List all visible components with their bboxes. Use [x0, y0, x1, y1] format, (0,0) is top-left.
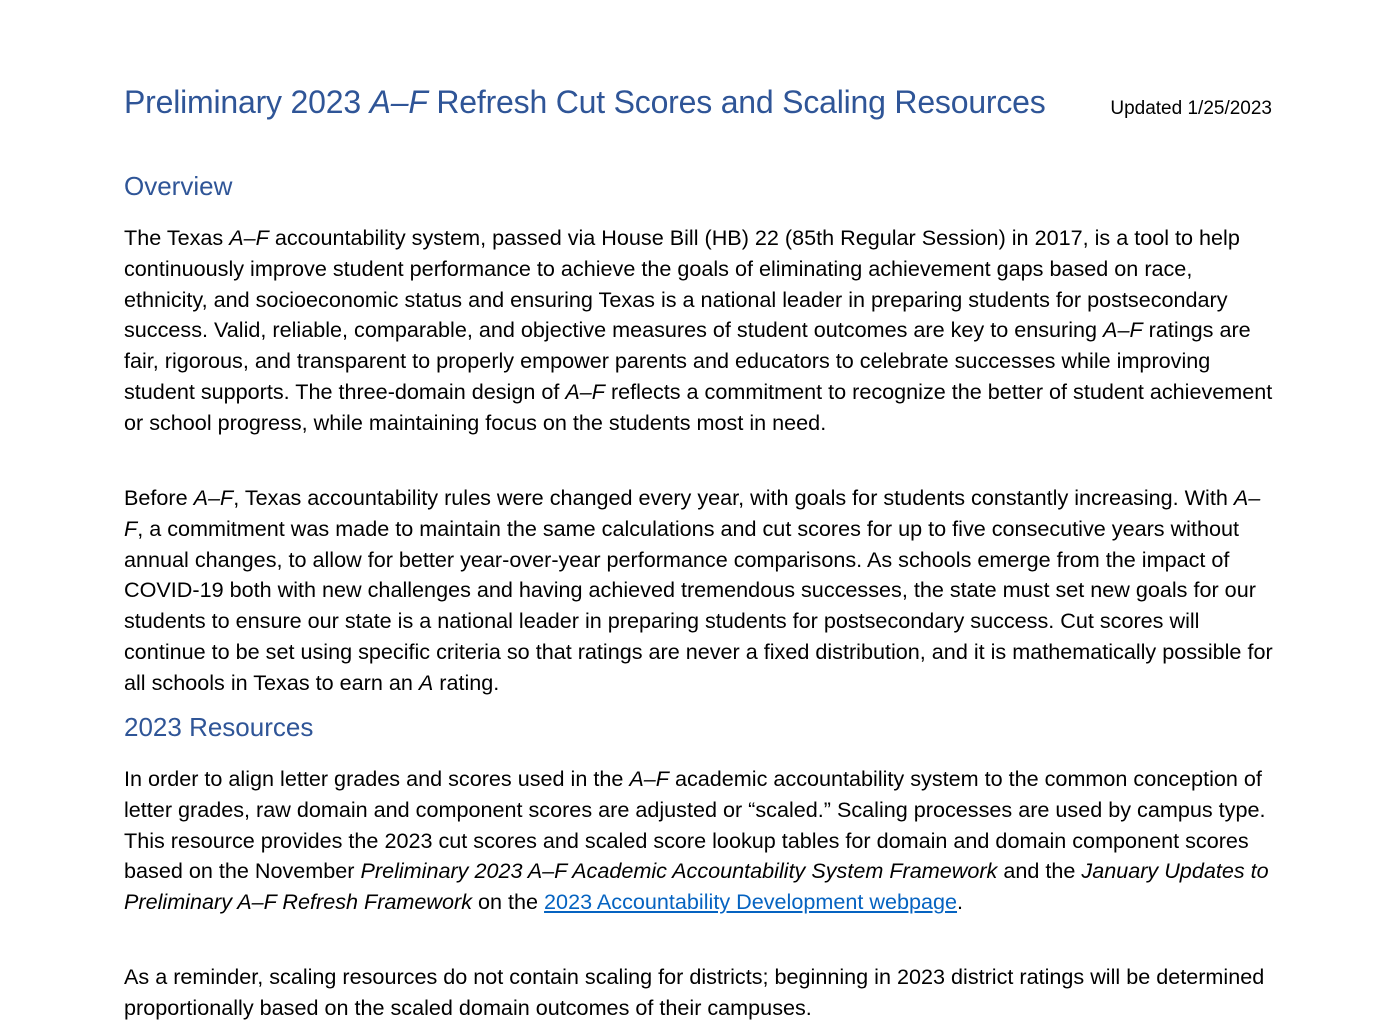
text-run: and the [997, 858, 1082, 884]
af-italic: A–F [229, 225, 269, 250]
text-run: on the [472, 889, 545, 915]
overview-paragraph-1 [124, 223, 1276, 439]
title-row [124, 84, 1276, 132]
text-run: reflects a commitment to recognize the better of student achievement or school progress, while maintaining focus on the students most in need. [124, 378, 1273, 435]
resources-paragraph-2: As a reminder, scaling resources do not contain scaling for districts; beginning in 2023 district ratings will be determined proportionally based on the scaled domain outcomes of their campuses. [124, 964, 1265, 1020]
a-italic: A [418, 669, 434, 695]
resources-heading: 2023 Resources [124, 712, 314, 742]
title-suffix: Refresh Cut Scores and Scaling Resources [427, 84, 1046, 120]
text-run: rating. [433, 669, 500, 695]
framework-document-title: Preliminary 2023 A–F Academic Accountability System Framework [360, 858, 998, 884]
overview-heading: Overview [124, 171, 233, 201]
af-italic: A–F [193, 485, 234, 510]
page-title [124, 84, 1046, 121]
text-run: In order to align letter grades and scores used in the [124, 766, 630, 791]
accountability-development-link[interactable]: 2023 Accountability Development webpage [544, 889, 958, 915]
updates-document-title: January Updates to Preliminary A–F Refresh Framework [124, 858, 1269, 915]
updated-date: Updated 1/25/2023 [1110, 98, 1272, 119]
text-run: accountability system, passed via House Bill (HB) 22 (85th Regular Session) in 2017, is a tool to help continuously improve student performance to achieve the goals of eliminating achievement gaps based on race, ethnicity, and socioeconomic status and ensuring Texas is a national leader in preparing students for postsecondary success. Valid, reliable, comparable, and objective measures of student outcomes are key to ensuring [124, 225, 1240, 343]
af-italic: A–F [1103, 317, 1143, 343]
text-run: . [957, 889, 964, 915]
text-run: Before [124, 485, 194, 510]
af-italic: A–F [124, 485, 1261, 541]
text-run: , a commitment was made to maintain the same calculations and cut scores for up to five consecutive years without annual changes, to allow for better year-over-year performance comparisons. As schools emerge from the impact of COVID-19 both with new challenges and having achieved tremendous successes, the state must set new goals for our students to ensure our state is a national leader in preparing students for postsecondary success. Cut scores will continue to be set using specific criteria so that ratings are never a fixed distribution, and it is mathematically possible for all schools in Texas to earn an [124, 515, 1273, 695]
text-run: academic accountability system to the common conception of letter grades, raw domain and component scores are adjusted or “scaled.” Scaling processes are used by campus type. This resource provides the 2023 cut scores and scaled score lookup tables for domain and domain component scores based on the November [124, 766, 1266, 884]
text-run: , Texas accountability rules were changed every year, with goals for students constantly increasing. With [233, 485, 1234, 510]
text-run: ratings are fair, rigorous, and transparent to properly empower parents and educators to celebrate successes while improving student supports. The three-domain design of [124, 317, 1251, 404]
overview-paragraph-2 [124, 483, 1276, 699]
text-run: The Texas [124, 225, 230, 250]
title-af: A–F [369, 84, 428, 120]
af-italic: A–F [565, 378, 605, 404]
resources-paragraph-1 [124, 764, 1276, 918]
title-prefix: Preliminary 2023 [124, 84, 370, 120]
af-italic: A–F [629, 766, 669, 791]
